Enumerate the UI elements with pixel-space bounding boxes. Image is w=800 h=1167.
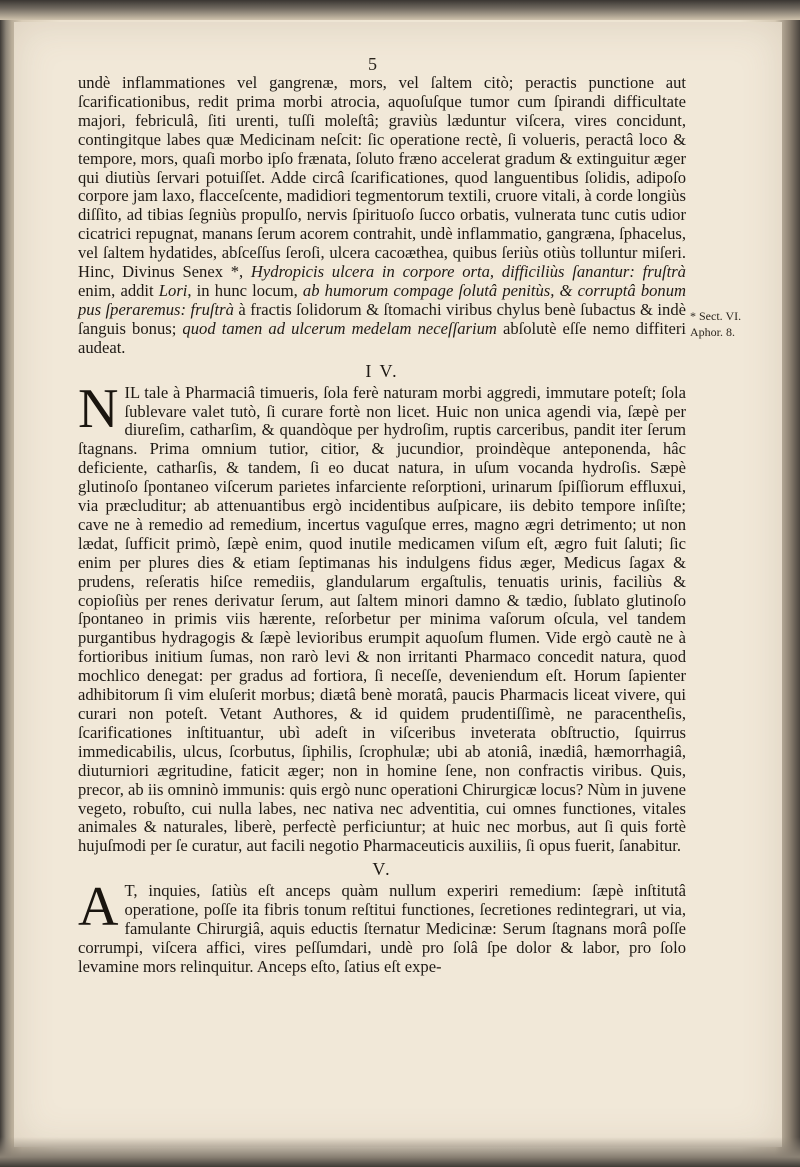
section-iv-heading: I V. bbox=[365, 360, 399, 381]
section-iii-quote1: Hydropicis ulcera in corpore orta, difficiliùs ſanantur: fruſtrà bbox=[250, 262, 686, 282]
section-iii-continued-paragraph bbox=[78, 74, 686, 358]
main-text bbox=[78, 74, 686, 977]
margin-note-line1: * Sect. VI. bbox=[690, 309, 742, 323]
section-iii-lori: Lori bbox=[158, 280, 188, 300]
section-v-heading: V. bbox=[372, 859, 392, 880]
margin-note-line2: Aphor. 8. bbox=[690, 325, 735, 339]
section-v-text: T, inquies, ſatiùs eſt anceps quàm nullum experiri remedium: ſæpè inſtitutâ operatione, poſſe ita fibris tonum reſtitui functiones, ſecretiones redintegrari, ut via, famulante Chirurgiâ, aquis eductis ſternatur Medicinæ: Serum ſtagnans morâ poſſe corrumpi, viſcera affici, vires peſſumdari, undè pro ſolâ ſpe dolor & labor, pro ſolo levamine mors relinquitur. Anceps eſto, ſatius eſt expe- bbox=[78, 881, 686, 976]
section-iii-quote3: quod tamen ad ulcerum medelam neceſſarium bbox=[182, 318, 497, 338]
section-iii-part3: , in hunc locum, bbox=[187, 280, 303, 300]
section-iii-part1: undè inflammationes vel gangrenæ, mors, vel ſaltem citò; peractis punctione aut ſcarificationibus, redit prima morbi atrocia, aquoſuſque tumor cum ſpirandi difficultate majori, febriculâ, ſiti urenti, tuſſi moleſtâ; graviùs læduntur viſcera, vires concidunt, contingitque labes quæ Medicinam neſcit: ſic operatione rectè, ſi volueris, peractâ loco & tempore, mors, quaſi morbo ipſo frænata, ſoluto fræno accelerat gradum & extinguitur æger qui diutiùs ſervari potuiſſet. Adde circâ ſcarificationes, quod languentibus ſolidis, adipoſo corpore jam laxo, flacceſcente, madidiori tegmentorum textili, cruore vitali, à corde longiùs diſſito, ad tibias ſegniùs propulſo, nervis ſpirituoſo ſucco orbatis, vulnerata tunc cutis udior cicatrici repugnat, manans ſerum acorem contrahit, undè inflammatio, gangræna, ſphacelus, vel ſaltem hydatides, abſceſſus ſeroſi, ulcera cacoæthea, quibus ſeriùs otiùs tolluntur miſeri. Hinc, Divinus Senex *, bbox=[78, 73, 686, 282]
section-iv-dropcap: N bbox=[78, 377, 119, 440]
section-iv-paragraph bbox=[78, 377, 686, 857]
section-iii-part2: enim, addit bbox=[78, 280, 159, 300]
section-iv-text: IL tale à Pharmaciâ timueris, ſola ferè naturam morbi aggredi, immutare poteſt; ſola ſublevare valet tutò, ſi curare fortè non licet. Huic non unica agendi via, ſæpè per diureſim, catharſim, & quandòque per hydroſim, ruptis carceribus, pandit iter ſerum ſtagnans. Prima omnium tutior, citior, & jucundior, proindèque anteponenda, hâc deficiente, catharſis, & tandem, ſi eo ducat natura, in uſum vocanda hydroſis. Sæpè glutinoſo ſpontaneo viſcerum parietes infarciente reſorptioni, urinarum ſpiſſiorum effluxui, via præcluditur; ab attenuantibus ergò incidentibus auſpicare, iis debito tempore inſiſte; cave ne à remedio ad remedium, incertus vaguſque erres, magno ægri detrimento; ut non lædat, ſufficit primò, ſæpè enim, quod inutile medicamen viſum eſt, ægro fuit ſaluti; ſic enim per plures dies & etiam ſeptimanas his indulgens fidus æger, Medicus ſagax & prudens, reſeratis hiſce remediis, glandularum ergaſtulis, tenuatis urinis, faciliùs & copioſiùs per renes derivatur ſerum, aut ſaltem minori damno & tædio, ſublato glutinoſo ſpontaneo in primis viis hærente, reſorbetur per minima vaſorum oſcula, vel tandem purgantibus hydragogis & ſæpè levioribus erumpit aquoſum flumen. Vide ergò cautè ne à fortioribus initium ſumas, non rarò levi & non irritanti Pharmaco concedit natura, quod mochlico denegat: per gradus ad fortiora, ſi neceſſe, deveniendum eſt. Horum ſapienter adhibitorum ſi vim eluſerit morbus; diætâ benè moratâ, paucis Pharmacis liceat vivere, qui curari non poteſt. Vetant Authores, & id quidem prudentiſſimè, ne paracentheſis, ſcarificationes inſtituantur, ubì adeſt in viſceribus inveterata obſtructio, ſquirrus immedicabilis, ulcus, ſcorbutus, ſiphilis, ſcrophulæ; ubi ab atoniâ, inædiâ, hæmorrhagiâ, diuturniori ægritudine, faticit æger; non in homine ſene, non confractis viribus. Quis, precor, ab iis omninò immunis: quis ergò nunc operationi Chirurgicæ locus? Nùm in juvene vegeto, robuſto, cui nulla labes, nec nativa nec adventitia, cui omnes functiones, vitales animales & naturales, liberè, perfectè perficiuntur; at huic nec morbus, aut ſi quis fortè hujuſmodi per ſe curatur, aut facili negotio Pharmaceuticis auxiliis, ſi opus fuerit, ſanabitur. bbox=[78, 382, 686, 856]
section-iii-quote2: ab humorum compage ſolutâ penitùs, & corruptâ bonum pus ſperaremus: fruſtrà bbox=[78, 280, 686, 319]
margin-note bbox=[690, 308, 768, 340]
section-v-paragraph bbox=[78, 876, 686, 977]
section-iii-part5: abſolutè eſſe nemo diffiteri audeat. bbox=[78, 318, 686, 357]
top-edge-shadow bbox=[0, 0, 800, 20]
page-number: 5 bbox=[368, 54, 377, 74]
section-v-dropcap: A bbox=[78, 876, 119, 939]
bottom-edge-shadow bbox=[0, 1137, 800, 1167]
section-iii-part4: à fractis ſolidorum & ſtomachi viribus chylus benè ſubactus & indè ſanguis bonus; bbox=[78, 299, 686, 338]
